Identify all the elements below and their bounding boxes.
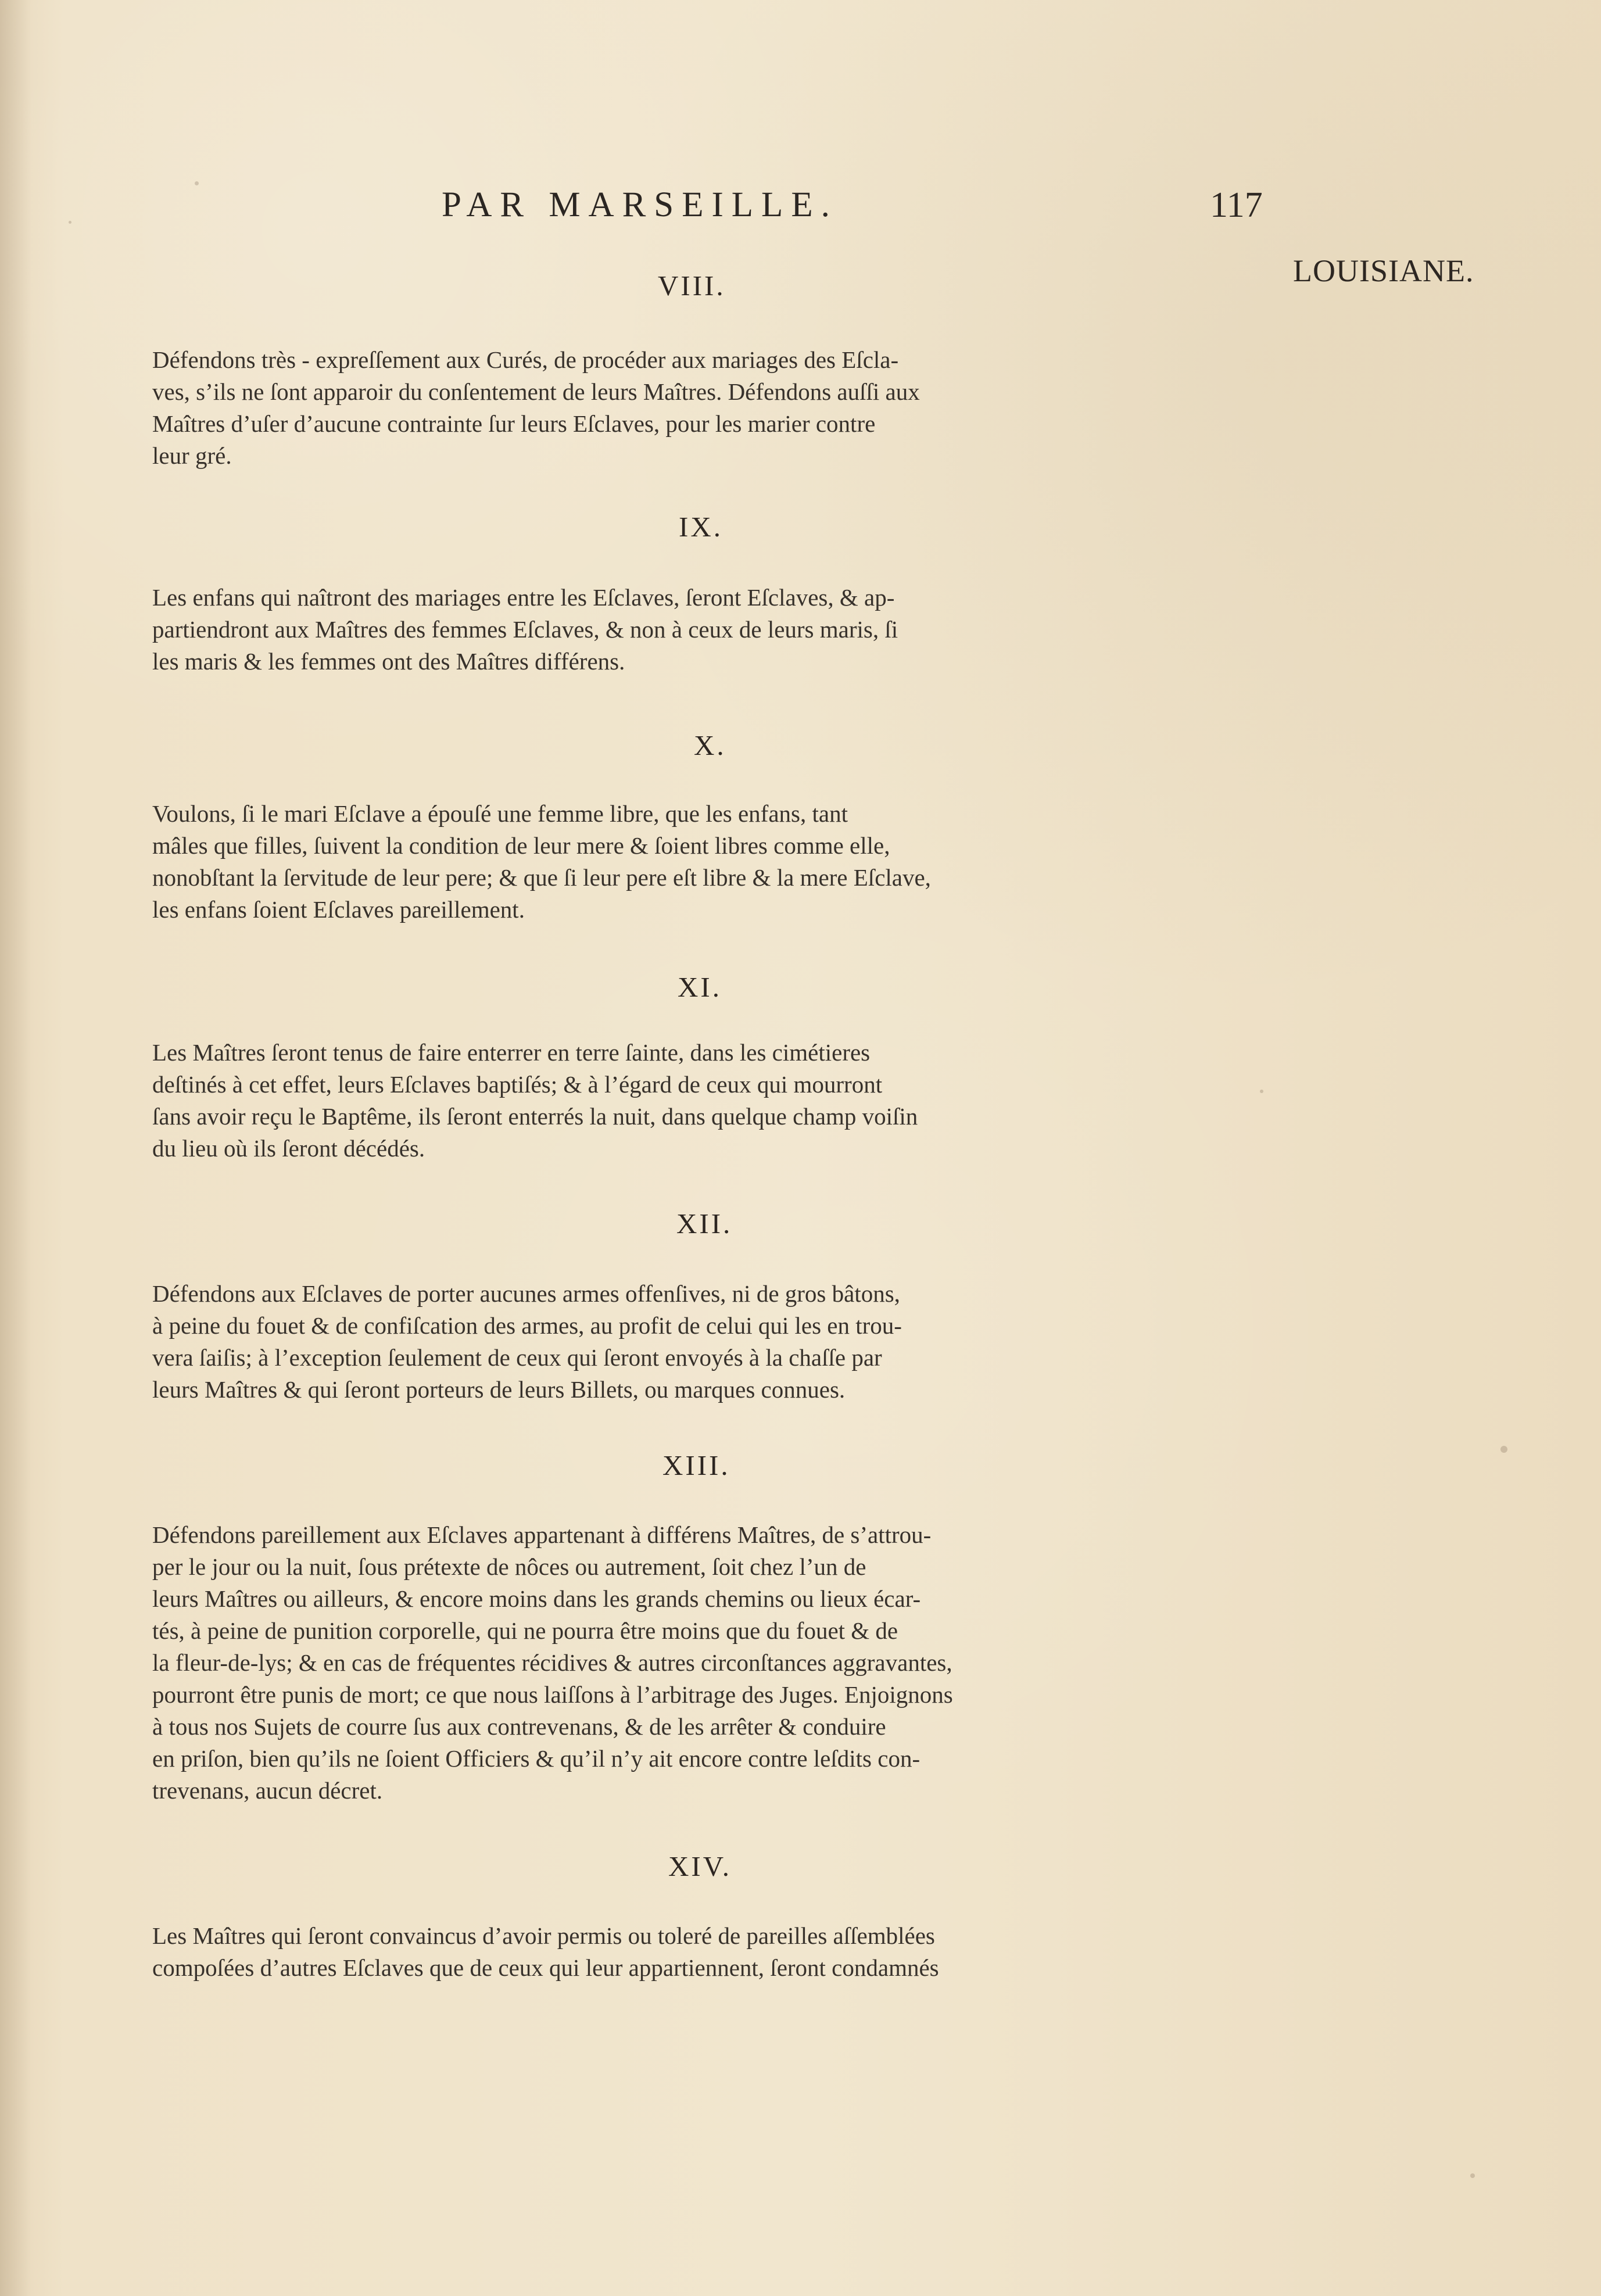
text-line: Défendons aux Eſclaves de porter aucunes armes offenſives, ni de gros bâtons, xyxy=(152,1280,900,1307)
paper-fleck xyxy=(195,181,199,185)
article-paragraph xyxy=(152,1920,1274,1984)
article-paragraph xyxy=(152,1037,1274,1165)
article-paragraph xyxy=(152,1519,1274,1807)
article-paragraph xyxy=(152,582,1274,678)
margin-note: LOUISIANE. xyxy=(1293,253,1474,288)
text-line: Voulons, ſi le mari Eſclave a épouſé une femme libre, que les enfans, tant xyxy=(152,800,848,827)
text-line: compoſées d’autres Eſclaves que de ceux qui leur appartiennent, ſeront condamnés xyxy=(152,1954,939,1981)
article-heading: XIV. xyxy=(668,1850,732,1882)
text-line: ves, s’ils ne ſont apparoir du conſentement de leurs Maîtres. Défendons auſſi aux xyxy=(152,378,920,405)
paper-fleck xyxy=(1470,2173,1475,2178)
text-line: leur gré. xyxy=(152,442,232,469)
text-line: Défendons très - expreſſement aux Curés, de procéder aux mariages des Eſcla- xyxy=(152,346,899,373)
article-heading: VIII. xyxy=(658,270,726,302)
text-line: du lieu où ils ſeront décédés. xyxy=(152,1135,425,1162)
running-head-title: PAR MARSEILLE. xyxy=(442,185,838,224)
article-paragraph xyxy=(152,344,1274,472)
text-line: leurs Maîtres & qui ſeront porteurs de leurs Billets, ou marques connues. xyxy=(152,1376,846,1403)
article-heading: IX. xyxy=(679,511,723,543)
text-line: per le jour ou la nuit, ſous prétexte de nôces ou autrement, ſoit chez l’un de xyxy=(152,1553,866,1580)
article-paragraph xyxy=(152,1278,1274,1406)
paper-fleck xyxy=(1500,1446,1507,1453)
text-line: Les enfans qui naîtront des mariages entre les Eſclaves, ſeront Eſclaves, & ap- xyxy=(152,584,895,611)
text-line: nonobſtant la ſervitude de leur pere; & que ſi leur pere eſt libre & la mere Eſclave, xyxy=(152,864,931,891)
text-line: trevenans, aucun décret. xyxy=(152,1777,383,1804)
text-line: tés, à peine de punition corporelle, qui ne pourra être moins que du fouet & de xyxy=(152,1617,898,1644)
text-line: les enfans ſoient Eſclaves pareillement. xyxy=(152,896,525,923)
article-heading: X. xyxy=(694,729,726,761)
text-line: la fleur-de-lys; & en cas de fréquentes récidives & autres circonſtances aggravantes, xyxy=(152,1649,952,1676)
text-line: pourront être punis de mort; ce que nous laiſſons à l’arbitrage des Juges. Enjoignons xyxy=(152,1681,953,1708)
text-line: Les Maîtres ſeront tenus de faire enterrer en terre ſainte, dans les cimétieres xyxy=(152,1039,871,1066)
text-line: à peine du fouet & de confiſcation des armes, au profit de celui qui les en trou- xyxy=(152,1312,902,1339)
article-paragraph xyxy=(152,798,1274,926)
text-line: partiendront aux Maîtres des femmes Eſclaves, & non à ceux de leurs maris, ſi xyxy=(152,616,898,643)
text-line: mâles que filles, ſuivent la condition de leur mere & ſoient libres comme elle, xyxy=(152,832,890,859)
text-line: leurs Maîtres ou ailleurs, & encore moins dans les grands chemins ou lieux écar- xyxy=(152,1585,921,1612)
text-line: ſans avoir reçu le Baptême, ils ſeront enterrés la nuit, dans quelque champ voiſin xyxy=(152,1103,918,1130)
article-heading: XIII. xyxy=(662,1449,730,1481)
page-edge-shadow xyxy=(0,0,31,2296)
article-heading: XI. xyxy=(678,971,722,1003)
page-number: 117 xyxy=(1210,185,1263,225)
paper-fleck xyxy=(69,221,71,224)
text-line: Maîtres d’uſer d’aucune contrainte ſur leurs Eſclaves, pour les marier contre xyxy=(152,410,876,437)
text-line: Les Maîtres qui ſeront convaincus d’avoir permis ou toleré de pareilles aſſemblées xyxy=(152,1922,935,1949)
text-line: en priſon, bien qu’ils ne ſoient Officiers & qu’il n’y ait encore contre leſdits con- xyxy=(152,1745,921,1772)
text-line: deſtinés à cet effet, leurs Eſclaves baptiſés; & à l’égard de ceux qui mourront xyxy=(152,1071,883,1098)
article-heading: XII. xyxy=(676,1208,733,1240)
text-line: Défendons pareillement aux Eſclaves appartenant à différens Maîtres, de s’attrou- xyxy=(152,1521,932,1548)
text-line: à tous nos Sujets de courre ſus aux contrevenans, & de les arrêter & conduire xyxy=(152,1713,886,1740)
text-line: vera ſaiſis; à l’exception ſeulement de ceux qui ſeront envoyés à la chaſſe par xyxy=(152,1344,882,1371)
text-line: les maris & les femmes ont des Maîtres différens. xyxy=(152,648,625,675)
